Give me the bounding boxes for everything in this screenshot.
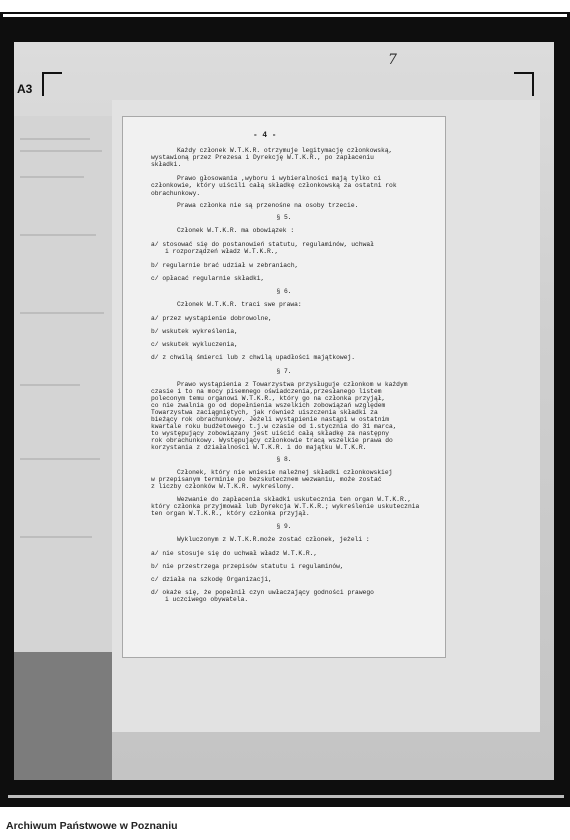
page-number: - 4 - [253, 132, 277, 140]
doc-line: a/ nie stosuje się do uchwał władz W.T.K.R., [151, 550, 318, 557]
doc-line: kwartale roku budżetowego t.j.w czasie od 1.stycznia do 31 marca, [151, 423, 397, 430]
doc-line: i rozporządzeń władz W.T.K.R., [165, 248, 279, 255]
doc-line: i uczciwego obywatela. [165, 596, 249, 603]
doc-line: Prawo głosowania ,wyboru i wybieralności mają tylko ci członkowie, który uiścili całą składkę członkowską za ostatni rok [151, 175, 397, 190]
film-top-edge [3, 14, 567, 17]
section-heading: § 9. [276, 523, 292, 530]
doc-line: Członek, który nie wniesie należnej składki członkowskiej [177, 469, 393, 476]
doc-line: to występujący zobowiązany jest uiścić całą składkę za następny [151, 430, 390, 437]
section-heading: § 6. [276, 288, 292, 295]
doc-line: b/ regularnie brać udział w zebraniach, [151, 262, 299, 269]
doc-line: rok obrachunkowy. Występujący członkowie tracą wszelkie prawa do [151, 437, 393, 444]
doc-line: korzystania z działalności W.T.K.R. i do majątku W.T.K.R. [151, 444, 367, 451]
doc-line: c/ opłacać regularnie składki, [151, 275, 265, 282]
doc-line: d/ z chwilą śmierci lub z chwilą upadłości majątkowej. [151, 354, 356, 361]
crop-mark-left [42, 72, 62, 96]
doc-line: a/ przez wystąpienie dobrowolne, [151, 315, 272, 322]
doc-line: Prawa członka nie są przenośne na osoby trzecie. [177, 202, 359, 209]
doc-line: co nie zwalnia go od dopełnienia wszelkich zobowiązań względem [151, 402, 386, 409]
dark-margin [14, 652, 112, 780]
doc-line: wystawioną przez Prezesa i Dyrekcję W.T.K.R., po zapłaceniu [151, 154, 374, 161]
underlying-page [14, 116, 113, 656]
doc-line: składki. [151, 161, 182, 168]
doc-line: Członek W.T.K.R. traci swe prawa: [177, 301, 302, 308]
doc-line: poleconym temu organowi W.T.K.R., który go na członka przyjął, [151, 395, 386, 402]
sheet-label: A3 [17, 82, 33, 96]
doc-line: czasie i to na mocy pisemnego oświadczenia,przesłanego listem [151, 388, 382, 395]
typewritten-document [122, 116, 446, 658]
doc-line: b/ nie przestrzega przepisów statutu i regulaminów, [151, 563, 344, 570]
section-heading: § 5. [276, 214, 292, 221]
doc-line: który członka przyjmował lub Dyrekcja W.T.K.R.; wykreślenie uskutecznia ten organ W.T.K.R., który członka przyjął. [151, 503, 420, 518]
section-heading: § 7. [276, 368, 292, 375]
doc-line: Wezwanie do zapłacenia składki uskutecznia ten organ W.T.K.R., [177, 496, 412, 503]
doc-line: obrachunkowy. [151, 190, 201, 197]
doc-line: z liczby członków W.T.K.R. wykreślony. [151, 483, 295, 490]
doc-line: Członek W.T.K.R. ma obowiązek : [177, 227, 295, 234]
doc-line: c/ wskutek wykluczenia, [151, 341, 238, 348]
doc-line: d/ okaże się, że popełnił czyn uwłaczający godności prawego [151, 589, 374, 596]
crop-mark-right [514, 72, 534, 96]
handwritten-header-mark: 7 [388, 52, 397, 68]
doc-line: a/ stosować się do postanowień statutu, regulaminów, uchwał [151, 241, 374, 248]
doc-line: b/ wskutek wykreślenia, [151, 328, 238, 335]
film-bottom-edge [8, 795, 564, 798]
doc-line: w przepisanym terminie po bezskutecznem wezwaniu, może zostać [151, 476, 382, 483]
doc-line: Każdy członek W.T.K.R. otrzymuje legitymację członkowską, [177, 147, 393, 154]
doc-line: Wykluczonym z W.T.K.R.może zostać członek, jeżeli : [177, 536, 370, 543]
archive-credit: Archiwum Państwowe w Poznaniu [6, 820, 178, 832]
section-heading: § 8. [276, 456, 292, 463]
doc-line: c/ działa na szkodę Organizacji, [151, 576, 272, 583]
doc-line: Prawo wystąpienia z Towarzystwa przysługuje członkom w każdym [177, 381, 408, 388]
doc-line: Towarzystwa zaciągniętych, jak również uiszczenia składki za [151, 409, 378, 416]
doc-line: bieżący rok obrachunkowy. Jeżeli wystąpienie nastąpi w ostatnim [151, 416, 390, 423]
